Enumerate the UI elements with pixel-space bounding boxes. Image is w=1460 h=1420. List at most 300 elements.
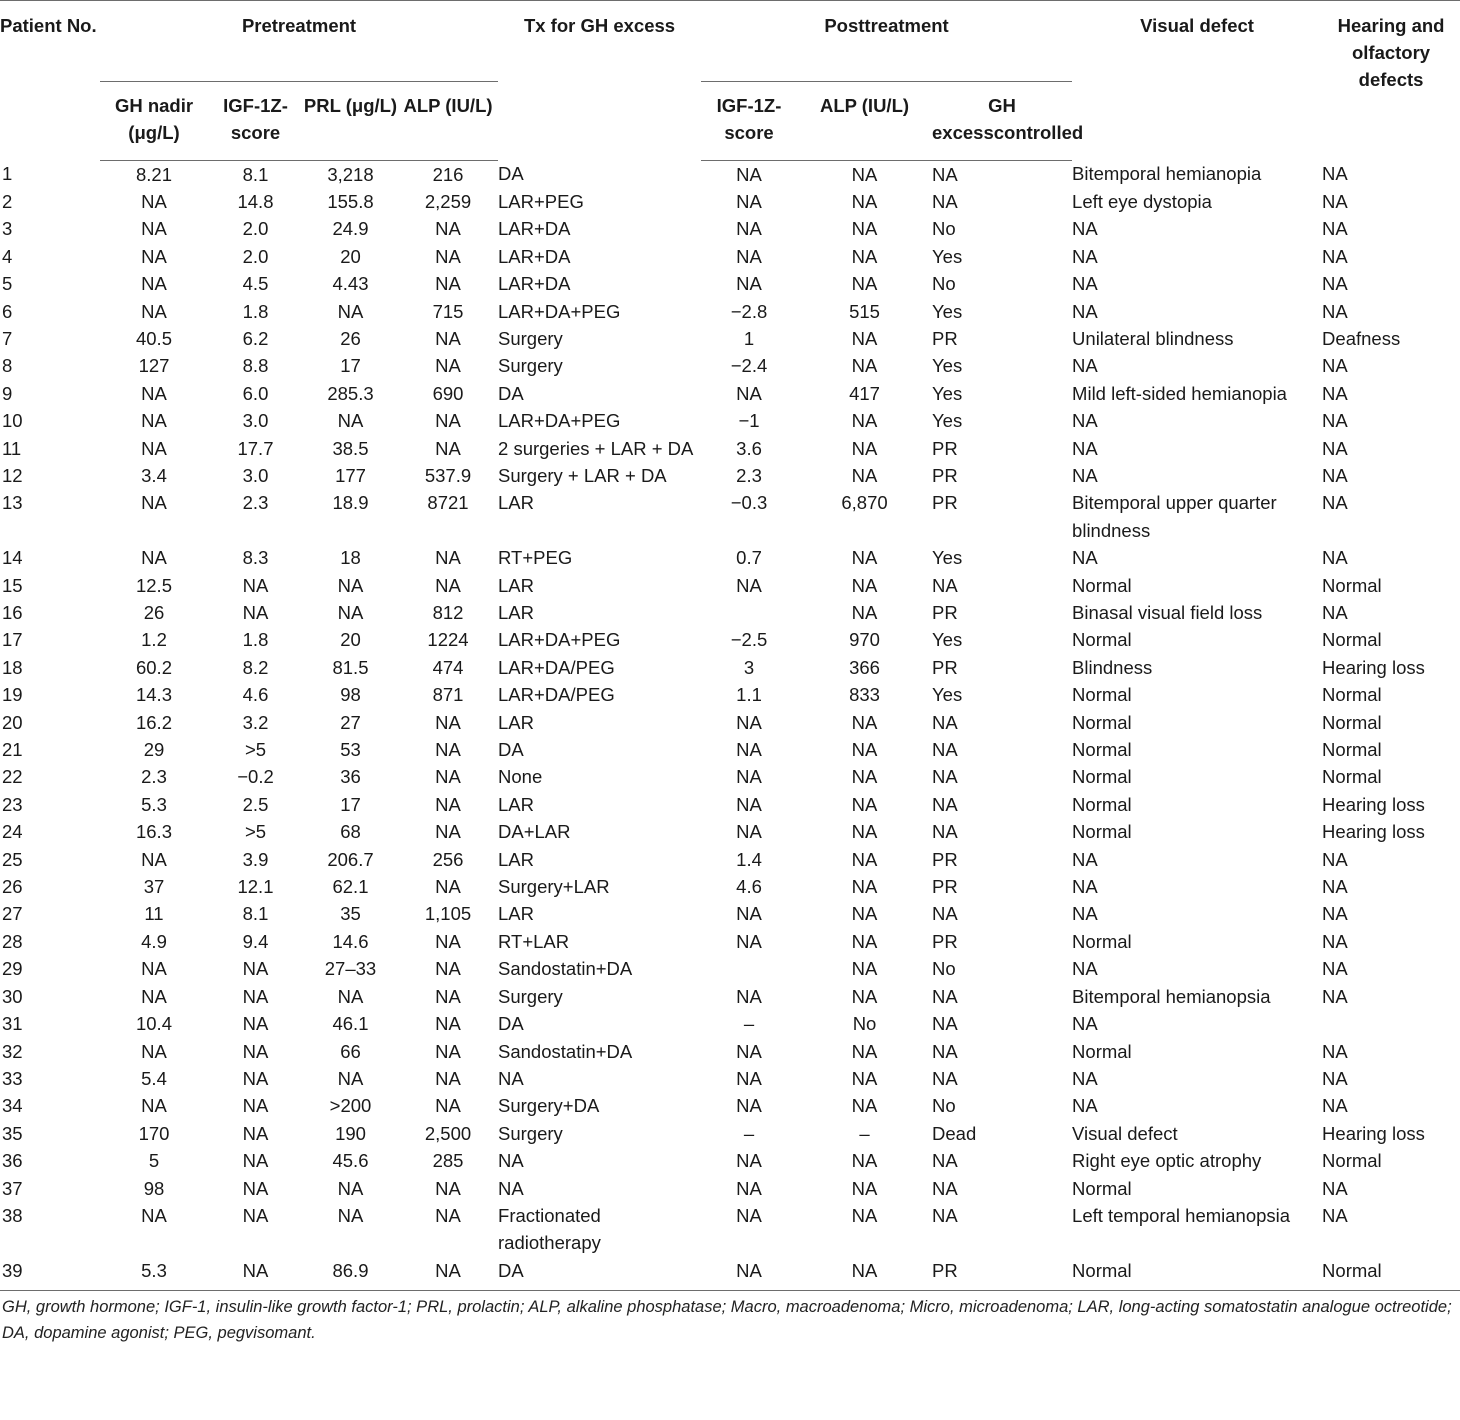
visual-defect-cell: Normal xyxy=(1072,739,1132,761)
igf-pre-cell: 6.0 xyxy=(242,382,269,404)
alp-post-cell: NA xyxy=(851,930,878,952)
igf-post-cell: −2.8 xyxy=(730,300,768,322)
visual-defect-cell: Binasal visual field loss xyxy=(1072,602,1263,623)
patient-no-cell: 20 xyxy=(2,711,23,733)
gh-nadir-cell: 98 xyxy=(143,1177,165,1199)
gh-nadir-cell: 127 xyxy=(138,355,170,377)
igf-pre-cell: NA xyxy=(242,1122,269,1144)
alp-post-cell: NA xyxy=(851,1204,878,1226)
hearing-cell: NA xyxy=(1322,273,1348,295)
visual-defect-cell: Right eye optic atrophy xyxy=(1072,1150,1262,1172)
visual-defect-cell: Normal xyxy=(1072,629,1132,651)
gh-controlled-cell: Yes xyxy=(932,245,963,267)
igf-pre-cell: NA xyxy=(242,1095,269,1117)
hearing-cell: NA xyxy=(1322,218,1348,240)
hearing-cell: NA xyxy=(1322,245,1348,267)
patient-no-cell: 39 xyxy=(2,1259,23,1281)
hearing-cell: NA xyxy=(1322,1177,1348,1199)
gh-controlled-cell: Yes xyxy=(932,382,963,404)
hearing-cell: NA xyxy=(1322,382,1348,404)
gh-nadir-cell: NA xyxy=(141,985,167,1007)
patient-no-cell: 15 xyxy=(2,574,23,596)
table-row xyxy=(0,160,1460,188)
patient-no-cell: 2 xyxy=(2,190,13,212)
gh-controlled-cell: PR xyxy=(932,930,958,952)
header-gh-nadir: GH nadir (μg/L) xyxy=(100,82,208,160)
igf-post-cell: NA xyxy=(736,1259,762,1281)
gh-controlled-cell: No xyxy=(932,273,956,295)
gh-controlled-cell: Yes xyxy=(932,410,963,432)
patient-no-cell: 26 xyxy=(2,876,23,898)
patient-no-cell: 35 xyxy=(2,1122,23,1144)
igf-pre-cell: NA xyxy=(242,1067,269,1089)
patient-no-cell: 29 xyxy=(2,958,23,980)
visual-defect-cell: NA xyxy=(1072,547,1098,569)
igf-post-cell: −1 xyxy=(738,410,760,432)
gh-controlled-cell: Dead xyxy=(932,1122,977,1144)
tx-cell: LAR+DA xyxy=(498,245,571,267)
hearing-cell: NA xyxy=(1322,848,1348,870)
igf-pre-cell: 1.8 xyxy=(242,300,269,322)
igf-pre-cell: 1.8 xyxy=(242,629,269,651)
table-row xyxy=(0,763,1460,790)
igf-post-cell: 4.6 xyxy=(736,876,762,898)
visual-defect-cell: NA xyxy=(1072,464,1098,486)
gh-nadir-cell: NA xyxy=(141,547,167,569)
visual-defect-cell: Normal xyxy=(1072,821,1132,843)
gh-nadir-cell: NA xyxy=(141,245,167,267)
alp-pre-cell: NA xyxy=(435,437,461,459)
igf-post-cell: NA xyxy=(736,163,762,185)
gh-controlled-cell: NA xyxy=(932,1067,958,1089)
alp-pre-cell: 474 xyxy=(432,656,464,678)
prl-cell: 27–33 xyxy=(324,958,377,980)
hearing-cell: NA xyxy=(1322,300,1348,322)
prl-cell: 62.1 xyxy=(332,876,369,898)
gh-nadir-cell: NA xyxy=(141,437,167,459)
header-igf-pre: IGF-1Z-score xyxy=(208,82,303,160)
prl-cell: 98 xyxy=(340,684,361,706)
table-row xyxy=(0,215,1460,242)
alp-pre-cell: 690 xyxy=(432,382,464,404)
gh-controlled-cell: NA xyxy=(932,163,958,185)
igf-pre-cell: 3.0 xyxy=(242,410,269,432)
table-row xyxy=(0,325,1460,352)
gh-controlled-cell: NA xyxy=(932,711,958,733)
alp-pre-cell: NA xyxy=(435,547,461,569)
header-gh-controlled: GH excesscontrolled xyxy=(932,82,1072,160)
tx-cell: LAR+DA+PEG xyxy=(498,629,621,651)
igf-post-cell: NA xyxy=(736,1095,762,1117)
igf-pre-cell: 8.8 xyxy=(242,355,269,377)
header-hearing-olfactory: Hearing and olfactory defects xyxy=(1337,15,1445,90)
visual-defect-cell: NA xyxy=(1072,437,1098,459)
prl-cell: 53 xyxy=(340,739,361,761)
gh-nadir-cell: 8.21 xyxy=(135,163,172,185)
igf-pre-cell: 3.9 xyxy=(242,848,269,870)
patient-no-cell: 17 xyxy=(2,629,23,651)
tx-cell: DA xyxy=(498,1013,524,1035)
alp-pre-cell: NA xyxy=(435,958,461,980)
igf-post-cell: 1.4 xyxy=(736,848,762,870)
alp-post-cell: NA xyxy=(851,245,878,267)
alp-pre-cell: NA xyxy=(435,1095,461,1117)
alp-post-cell: NA xyxy=(851,410,878,432)
table-body xyxy=(0,160,1460,1284)
tx-cell: RT+LAR xyxy=(498,930,570,952)
alp-post-cell: NA xyxy=(851,1150,878,1172)
patient-no-cell: 14 xyxy=(2,547,23,569)
alp-post-cell: No xyxy=(852,1013,877,1035)
alp-pre-cell: 285 xyxy=(432,1150,464,1172)
igf-post-cell: −2.5 xyxy=(730,629,768,651)
alp-pre-cell: NA xyxy=(435,273,461,295)
visual-defect-cell: Mild left-sided hemianopia xyxy=(1072,382,1287,404)
alp-pre-cell: 812 xyxy=(432,602,464,623)
patient-no-cell: 33 xyxy=(2,1067,23,1089)
alp-post-cell: NA xyxy=(851,1067,878,1089)
igf-post-cell: NA xyxy=(736,1204,762,1226)
prl-cell: 4.43 xyxy=(332,273,369,295)
alp-post-cell: NA xyxy=(851,574,878,596)
patient-no-cell: 8 xyxy=(2,355,13,377)
prl-cell: 17 xyxy=(340,793,361,815)
prl-cell: 18 xyxy=(340,547,361,569)
hearing-cell: Normal xyxy=(1322,766,1382,788)
visual-defect-cell: NA xyxy=(1072,245,1098,267)
table-row xyxy=(0,243,1460,270)
prl-cell: 46.1 xyxy=(332,1013,369,1035)
hearing-cell: NA xyxy=(1322,163,1348,184)
tx-cell: Surgery xyxy=(498,327,563,349)
table-row xyxy=(0,873,1460,900)
gh-nadir-cell: 29 xyxy=(143,739,165,761)
patient-no-cell: 25 xyxy=(2,848,23,870)
igf-pre-cell: 3.0 xyxy=(242,464,269,486)
header-posttreatment: Posttreatment xyxy=(701,0,1072,82)
igf-post-cell: 1 xyxy=(743,327,755,349)
alp-pre-cell: 2,500 xyxy=(424,1122,472,1144)
gh-nadir-cell: 5 xyxy=(148,1150,160,1172)
patient-no-cell: 32 xyxy=(2,1040,23,1062)
igf-post-cell xyxy=(701,955,797,982)
igf-post-cell: NA xyxy=(736,821,762,843)
igf-pre-cell: 6.2 xyxy=(242,327,269,349)
hearing-cell: Normal xyxy=(1322,629,1382,651)
table-row xyxy=(0,188,1460,215)
patient-no-cell: 5 xyxy=(2,273,13,295)
alp-post-cell: NA xyxy=(851,876,878,898)
tx-cell: Surgery + LAR + DA xyxy=(498,464,667,486)
gh-nadir-cell: NA xyxy=(141,410,167,432)
igf-post-cell: NA xyxy=(736,273,762,295)
alp-post-cell: NA xyxy=(851,190,878,212)
igf-pre-cell: 2.0 xyxy=(242,218,269,240)
table-row xyxy=(0,1120,1460,1147)
alp-pre-cell: NA xyxy=(435,930,461,952)
igf-post-cell: NA xyxy=(736,930,762,952)
patient-no-cell: 6 xyxy=(2,300,13,322)
igf-pre-cell: NA xyxy=(242,1204,269,1226)
gh-controlled-cell: No xyxy=(932,1095,956,1117)
alp-post-cell: NA xyxy=(851,273,878,295)
table-row xyxy=(0,955,1460,982)
igf-post-cell xyxy=(701,599,797,626)
tx-cell: Surgery+LAR xyxy=(498,876,610,898)
alp-pre-cell: 537.9 xyxy=(424,464,472,486)
igf-post-cell: NA xyxy=(736,985,762,1007)
table-row xyxy=(0,1257,1460,1284)
igf-pre-cell: 12.1 xyxy=(237,876,274,898)
gh-nadir-cell: 170 xyxy=(138,1122,170,1144)
alp-pre-cell: 715 xyxy=(432,300,464,322)
alp-pre-cell: NA xyxy=(435,876,461,898)
igf-post-cell: NA xyxy=(736,1067,762,1089)
gh-nadir-cell: 5.4 xyxy=(141,1067,167,1089)
tx-cell: Surgery+DA xyxy=(498,1095,600,1117)
igf-post-cell: NA xyxy=(736,1150,762,1172)
tx-cell: LAR xyxy=(498,574,535,596)
prl-cell: 20 xyxy=(340,245,361,267)
igf-post-cell: – xyxy=(743,1013,755,1035)
alp-pre-cell: NA xyxy=(435,245,461,267)
igf-pre-cell: >5 xyxy=(244,739,267,761)
gh-controlled-cell: PR xyxy=(932,848,958,870)
prl-cell: 35 xyxy=(340,903,361,925)
gh-nadir-cell: NA xyxy=(141,382,167,404)
alp-pre-cell: NA xyxy=(435,1067,461,1089)
patient-no-cell: 19 xyxy=(2,684,23,706)
visual-defect-cell: Left eye dystopia xyxy=(1072,190,1212,212)
igf-post-cell: NA xyxy=(736,903,762,925)
prl-cell: NA xyxy=(337,1067,364,1089)
igf-pre-cell: NA xyxy=(242,1177,269,1199)
gh-nadir-cell: 12.5 xyxy=(135,574,172,596)
hearing-cell: NA xyxy=(1322,602,1348,623)
alp-pre-cell: NA xyxy=(435,1040,461,1062)
alp-pre-cell: NA xyxy=(435,821,461,843)
table-row xyxy=(0,928,1460,955)
table-row xyxy=(0,380,1460,407)
table-row xyxy=(0,1065,1460,1092)
visual-defect-cell: Normal xyxy=(1072,1177,1132,1199)
patient-no-cell: 22 xyxy=(2,766,23,788)
prl-cell: 155.8 xyxy=(327,190,374,212)
gh-nadir-cell: 14.3 xyxy=(135,684,172,706)
visual-defect-cell: Normal xyxy=(1072,793,1132,815)
prl-cell: 24.9 xyxy=(332,218,369,240)
table-row xyxy=(0,983,1460,1010)
alp-pre-cell: NA xyxy=(435,766,461,788)
alp-post-cell: – xyxy=(859,1122,870,1144)
table-row xyxy=(0,407,1460,434)
igf-post-cell: NA xyxy=(736,1040,762,1062)
header-prl: PRL (μg/L) xyxy=(303,82,398,160)
gh-controlled-cell: PR xyxy=(932,656,958,678)
patient-no-cell: 37 xyxy=(2,1177,23,1199)
visual-defect-cell: Normal xyxy=(1072,766,1132,788)
igf-pre-cell: NA xyxy=(242,958,269,980)
gh-nadir-cell: NA xyxy=(141,492,167,514)
igf-post-cell: 0.7 xyxy=(736,547,762,569)
gh-nadir-cell: 5.3 xyxy=(141,1259,167,1281)
tx-cell: RT+PEG xyxy=(498,547,573,569)
gh-controlled-cell: NA xyxy=(932,739,958,761)
table-row xyxy=(0,1092,1460,1119)
gh-controlled-cell: Yes xyxy=(932,355,963,377)
tx-cell: NA xyxy=(498,1177,524,1199)
gh-nadir-cell: 26 xyxy=(143,602,165,623)
hearing-cell: Normal xyxy=(1322,684,1382,706)
patient-no-cell: 12 xyxy=(2,464,23,486)
header-igf-post: IGF-1Z-score xyxy=(701,82,797,160)
hearing-cell: Hearing loss xyxy=(1322,656,1425,678)
tx-cell: LAR xyxy=(498,793,535,815)
alp-post-cell: NA xyxy=(851,218,878,240)
gh-nadir-cell: 2.3 xyxy=(141,766,167,788)
prl-cell: NA xyxy=(337,1204,364,1226)
gh-nadir-cell: NA xyxy=(141,1040,167,1062)
prl-cell: 17 xyxy=(340,355,361,377)
table-row xyxy=(0,1010,1460,1037)
patient-no-cell: 31 xyxy=(2,1013,23,1035)
visual-defect-cell: Visual defect xyxy=(1072,1122,1178,1144)
table-row xyxy=(0,489,1460,544)
igf-pre-cell: 2.5 xyxy=(242,793,269,815)
alp-pre-cell: NA xyxy=(435,218,461,240)
igf-pre-cell: 8.1 xyxy=(242,903,269,925)
hearing-cell: NA xyxy=(1322,492,1348,514)
igf-post-cell: 1.1 xyxy=(736,684,762,706)
gh-nadir-cell: 3.4 xyxy=(141,464,167,486)
patient-no-cell: 21 xyxy=(2,739,23,761)
patient-no-cell: 9 xyxy=(2,382,13,404)
tx-cell: LAR+PEG xyxy=(498,190,584,212)
gh-controlled-cell: PR xyxy=(932,876,958,898)
tx-cell: Fractionated radiotherapy xyxy=(498,1204,601,1254)
gh-nadir-cell: NA xyxy=(141,218,167,240)
alp-pre-cell: 871 xyxy=(432,684,464,706)
tx-cell: Sandostatin+DA xyxy=(498,958,633,980)
alp-pre-cell: NA xyxy=(435,739,461,761)
alp-pre-cell: NA xyxy=(435,793,461,815)
patient-no-cell: 30 xyxy=(2,985,23,1007)
igf-pre-cell: NA xyxy=(242,985,269,1007)
igf-post-cell: – xyxy=(743,1122,755,1144)
alp-post-cell: 515 xyxy=(849,300,880,322)
gh-controlled-cell: NA xyxy=(932,190,958,212)
patient-no-cell: 11 xyxy=(2,437,22,459)
tx-cell: Surgery xyxy=(498,985,563,1007)
prl-cell: 285.3 xyxy=(327,382,374,404)
igf-post-cell: 3.6 xyxy=(736,437,762,459)
gh-nadir-cell: NA xyxy=(141,1204,167,1226)
alp-pre-cell: NA xyxy=(435,574,461,596)
alp-post-cell: NA xyxy=(851,1259,878,1281)
visual-defect-cell: Unilateral blindness xyxy=(1072,327,1234,349)
igf-pre-cell: 3.2 xyxy=(242,711,269,733)
visual-defect-cell: Normal xyxy=(1072,574,1132,596)
prl-cell: NA xyxy=(337,602,364,623)
alp-post-cell: NA xyxy=(851,1095,878,1117)
alp-post-cell: NA xyxy=(851,327,878,349)
header-pretreatment: Pretreatment xyxy=(100,0,498,82)
tx-cell: LAR xyxy=(498,602,535,623)
igf-post-cell: NA xyxy=(736,1177,762,1199)
alp-post-cell: 417 xyxy=(849,382,880,404)
tx-cell: LAR+DA/PEG xyxy=(498,656,615,678)
alp-post-cell: 833 xyxy=(849,684,880,706)
gh-nadir-cell: NA xyxy=(141,1095,167,1117)
visual-defect-cell: Blindness xyxy=(1072,656,1153,678)
header-alp-post: ALP (IU/L) xyxy=(797,82,932,160)
igf-post-cell: −2.4 xyxy=(730,355,768,377)
prl-cell: 68 xyxy=(340,821,361,843)
hearing-cell: NA xyxy=(1322,958,1348,980)
patient-no-cell: 7 xyxy=(2,327,13,349)
hearing-cell xyxy=(1322,1010,1460,1037)
igf-pre-cell: 8.3 xyxy=(242,547,269,569)
gh-controlled-cell: NA xyxy=(932,903,958,925)
patient-no-cell: 27 xyxy=(2,903,23,925)
gh-controlled-cell: PR xyxy=(932,327,958,349)
igf-pre-cell: NA xyxy=(242,1259,269,1281)
alp-post-cell: NA xyxy=(851,711,878,733)
gh-controlled-cell: No xyxy=(932,958,956,980)
igf-post-cell: NA xyxy=(736,711,762,733)
tx-cell: NA xyxy=(498,1067,524,1089)
hearing-cell: Hearing loss xyxy=(1322,1122,1425,1144)
visual-defect-cell: NA xyxy=(1072,355,1098,377)
igf-pre-cell: 17.7 xyxy=(237,437,274,459)
patient-no-cell: 18 xyxy=(2,656,23,678)
table-row xyxy=(0,462,1460,489)
patient-no-cell: 16 xyxy=(2,602,23,623)
gh-controlled-cell: NA xyxy=(932,1177,958,1199)
igf-post-cell: NA xyxy=(736,739,762,761)
gh-controlled-cell: Yes xyxy=(932,684,963,706)
igf-pre-cell: 9.4 xyxy=(242,930,269,952)
tx-cell: LAR+DA+PEG xyxy=(498,410,621,432)
gh-controlled-cell: PR xyxy=(932,437,958,459)
igf-pre-cell: 8.2 xyxy=(242,656,269,678)
patient-no-cell: 23 xyxy=(2,793,23,815)
visual-defect-cell: Normal xyxy=(1072,1040,1132,1062)
gh-nadir-cell: 5.3 xyxy=(141,793,167,815)
table-row xyxy=(0,818,1460,845)
patient-no-cell: 38 xyxy=(2,1204,23,1226)
tx-cell: DA xyxy=(498,1259,524,1281)
prl-cell: 27 xyxy=(340,711,361,733)
table-row xyxy=(0,435,1460,462)
gh-controlled-cell: NA xyxy=(932,985,958,1007)
alp-pre-cell: 1,105 xyxy=(424,903,472,925)
prl-cell: 206.7 xyxy=(327,848,374,870)
gh-nadir-cell: 37 xyxy=(143,876,165,898)
gh-controlled-cell: Yes xyxy=(932,629,963,651)
prl-cell: 45.6 xyxy=(332,1150,369,1172)
tx-cell: Surgery xyxy=(498,1122,563,1144)
gh-controlled-cell: PR xyxy=(932,492,958,514)
prl-cell: NA xyxy=(337,300,364,322)
table-row xyxy=(0,654,1460,681)
igf-pre-cell: 2.3 xyxy=(242,492,269,514)
alp-post-cell: 6,870 xyxy=(841,492,888,514)
alp-post-cell: NA xyxy=(851,821,878,843)
header-visual-defect: Visual defect xyxy=(1140,15,1254,36)
igf-post-cell: NA xyxy=(736,766,762,788)
igf-post-cell: 2.3 xyxy=(736,464,762,486)
